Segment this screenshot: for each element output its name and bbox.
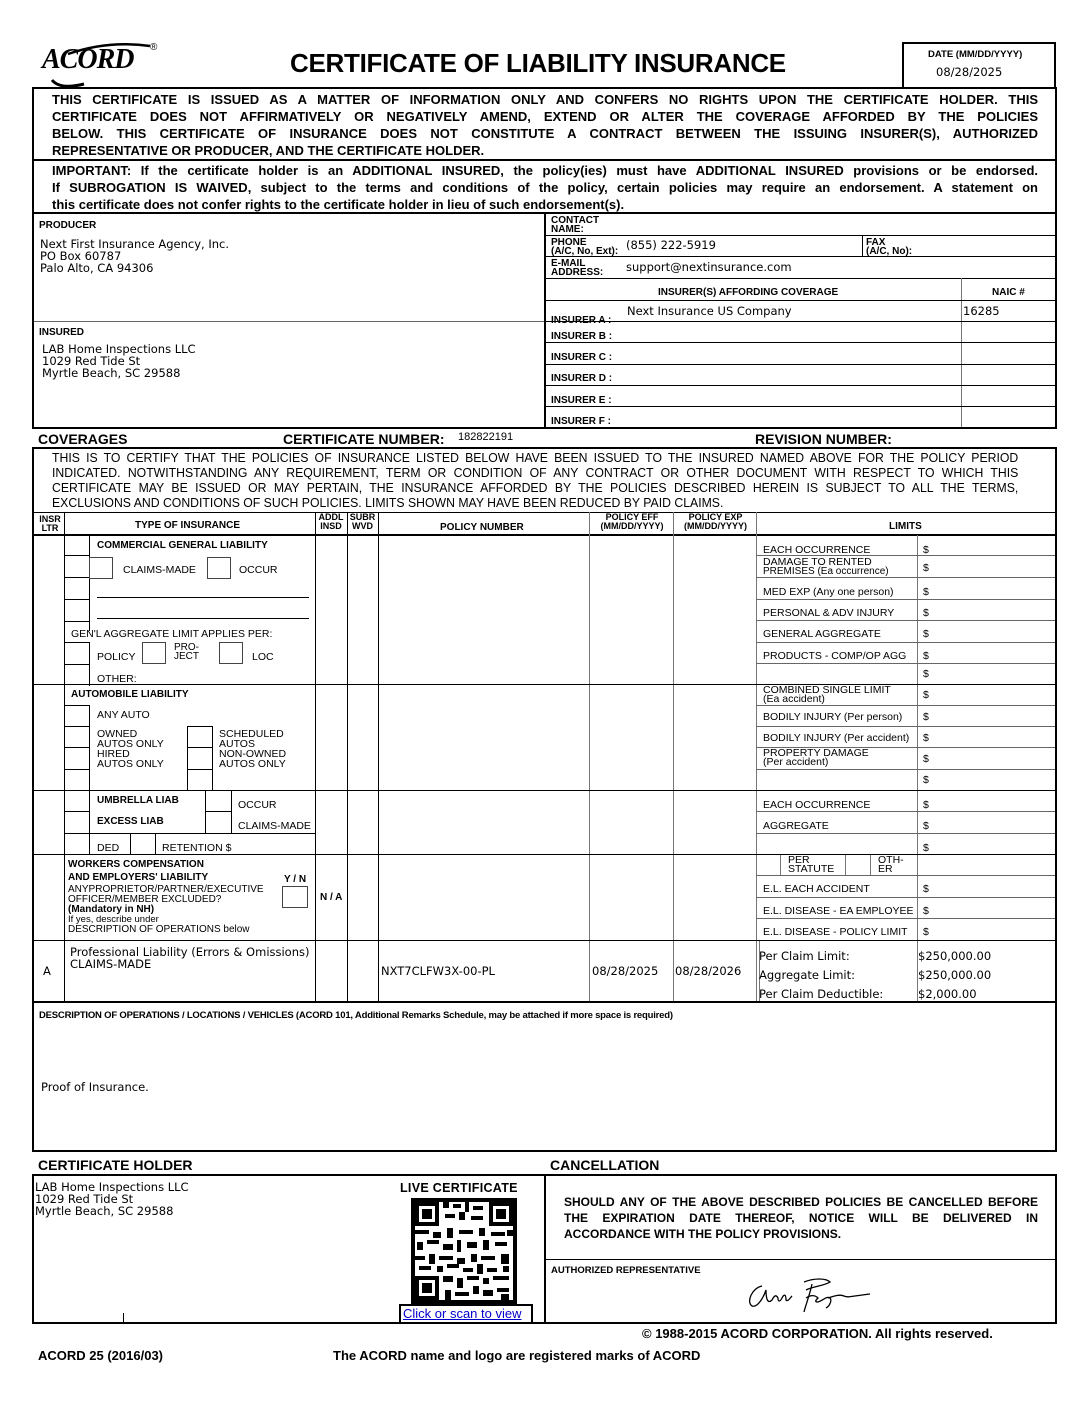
insured-label: INSURED: [39, 327, 85, 338]
limit-damage-rented: DAMAGE TO RENTED: [763, 556, 872, 568]
phone-value: (855) 222-5919: [626, 238, 716, 252]
acord-logo: [38, 40, 163, 92]
professional-type: Professional Liability (Errors & Omissions): [70, 945, 310, 959]
disclaimer-box: [32, 87, 1057, 214]
disclaimer-line: THIS CERTIFICATE IS ISSUED AS A MATTER OF INFORMATION ONLY AND CONFERS NO RIGHTS UPON THE CERTIFICATE HOLDER. THIS: [52, 92, 1038, 107]
limit-property-damage: PROPERTY DAMAGE: [763, 747, 869, 759]
trademark-text: The ACORD name and logo are registered marks of ACORD: [333, 1348, 701, 1363]
parties-section: PRODUCER Next First Insurance Agency, Inc. PO Box 60787 Palo Alto, CA 94306 INSURED LAB Home Inspections LLC 1029 Red Tide St Myrtle Beach, SC 29588 CONTACT NAME: PHONE (A/C, No, Ext): (855) 222-5919 FAX (A/C, No): E-MAIL ADDRESS: support@nextinsurance.com INSURER(S) AFFORDING COVERAGE NAIC # INSURER A : Next Insurance US Company 16285 INSURER B : INSURER C : INSURER D : INSURER E : INSURER F :: [32, 212, 1057, 429]
insurer-a-naic: 16285: [963, 304, 1000, 318]
important-line: If SUBROGATION IS WAIVED, subject to the terms and conditions of the policy, certain policies may require an endorsement. A statement on: [52, 180, 1038, 195]
contact-name-label: CONTACT: [551, 215, 600, 226]
limit-el-disease-policy: E.L. DISEASE - POLICY LIMIT: [763, 926, 908, 938]
insurer-row: [551, 310, 611, 328]
ded-label: DED: [97, 842, 120, 854]
project-checkbox[interactable]: [142, 642, 166, 664]
professional-exp: 08/28/2026: [675, 964, 742, 978]
aggregate-limit-label: Aggregate Limit:: [759, 968, 855, 982]
limit-umbrella-occurrence: EACH OCCURRENCE: [763, 799, 871, 811]
email-value: support@nextinsurance.com: [626, 260, 792, 274]
insurer-e-label: INSURER E :: [551, 395, 612, 406]
owned-autos-label: OWNED: [97, 728, 138, 740]
date-value: 08/28/2025: [936, 65, 1003, 79]
limit-products: PRODUCTS - COMP/OP AGG: [763, 650, 907, 662]
umbrella-liab-label: UMBRELLA LIAB: [97, 795, 179, 806]
coverage-table: THIS IS TO CERTIFY THAT THE POLICIES OF INSURANCE LISTED BELOW HAVE BEEN ISSUED TO THE INSURED NAMED ABOVE FOR THE POLICY PERIOD INDICATED. NOTWITHSTANDING ANY REQUIREMENT, TERM OR CONDITION OF ANY CONTRACT OR OTHER DOCUMENT WITH RESPECT TO WHICH THIS CERTIFICATE MAY BE ISSUED OR MAY PERTAIN, THE INSURANCE AFFORDED BY THE POLICIES DESCRIBED HEREIN IS SUBJECT TO ALL THE TERMS, EXCLUSIONS AND CONDITIONS OF SUCH POLICIES. LIMITS SHOWN MAY HAVE BEEN REDUCED BY PAID CLAIMS. INSR LTR TYPE OF INSURANCE ADDL INSD SUBR WVD POLICY NUMBER POLICY EFF (MM/DD/YYYY) POLICY EXP (MM/DD/YYYY) LIMITS COMMERCIAL GENERAL LIABILITY CLAIMS-MADE OCCUR GEN'L AGGREGATE LIMIT APPLIES PER: POLICY PRO- JECT LOC OTHER: EACH OCCURRENCE $ DAMAGE TO RENTED PREMISES (Ea occurrence) $ MED EXP (Any one person) $ PERSONAL & ADV INJURY $ GENERAL AGGREGATE $ PRODUCTS - COMP/OP AGG $ $ AUTOMOBILE LIABILITY ANY AUTO OWNED AUTOS ONLY HIRED AUTOS ONLY SCHEDULED AUTOS NON-OWNED AUTOS ONLY COMBINED SINGLE LIMIT (Ea accident) $ BODILY INJURY (Per person) $ BODILY INJURY (Per accident) $ PROPERTY DAMAGE (Per accident) $ $ UMBRELLA LIAB EXCESS LIAB OCCUR CLAIMS-MADE DED RETENTION $ EACH OCCURRENCE $ AGGREGATE $ $ WORKERS COMPENSATION AND EMPLOYERS' LIABILITY Y / N ANYPROPRIETOR/PARTNER/EXECUTIVE OFFICER/MEMBER EXCLUDED? (Mandatory in NH) If yes, describe under DESCRIPTION OF OPERATIONS below N / A PER STATUTE OTH- ER E.L. EACH ACCIDENT $ E.L. DISEASE - EA EMPLOYEE $ E.L. DISEASE - POLICY LIMIT $ A Professional Liability (Errors & Omissions) CLAIMS-MADE NXT7CLFW3X-00-PL 08/28/2025 08/28/2026 Per Claim Limit: Aggregate Limit: Per Claim Deductible: $250,000.00 $250,000.00 $2,000.00: [32, 447, 1057, 1003]
limits-header: LIMITS: [889, 521, 922, 532]
type-header: TYPE OF INSURANCE: [135, 520, 241, 531]
certificate-number: 182822191: [458, 431, 514, 443]
limit-el-disease-employee: E.L. DISEASE - EA EMPLOYEE: [763, 905, 914, 917]
insurer-a-name: Next Insurance US Company: [627, 304, 792, 318]
certify-line: THIS IS TO CERTIFY THAT THE POLICIES OF INSURANCE LISTED BELOW HAVE BEEN ISSUED TO THE INSURED NAMED ABOVE FOR THE POLICY PERIOD: [52, 451, 1019, 465]
description-text: Proof of Insurance.: [41, 1080, 149, 1094]
certificate-holder-title: CERTIFICATE HOLDER: [38, 1157, 193, 1173]
loc-checkbox[interactable]: [219, 642, 243, 664]
policy-exp-header: POLICY EXP: [688, 512, 743, 522]
holder-name: LAB Home Inspections LLC: [35, 1180, 189, 1194]
view-certificate-link[interactable]: Click or scan to view: [399, 1304, 533, 1324]
professional-insr-ltr: A: [43, 964, 51, 978]
email-label: E-MAIL: [551, 258, 586, 269]
per-claim-deductible-value: $2,000.00: [918, 987, 977, 1001]
retention-label: RETENTION $: [162, 842, 232, 854]
policy-eff-header: POLICY EFF: [605, 512, 659, 522]
per-claim-limit-value: $250,000.00: [918, 949, 992, 963]
description-box: [32, 1001, 1057, 1152]
occur-label: OCCUR: [239, 564, 278, 576]
insurers-header: INSURER(S) AFFORDING COVERAGE: [658, 287, 839, 298]
scheduled-autos-label: SCHEDULED: [219, 728, 284, 740]
holder-city: Myrtle Beach, SC 29588: [35, 1204, 174, 1218]
date-label: DATE (MM/DD/YYYY): [928, 49, 1023, 60]
producer-city: Palo Alto, CA 94306: [40, 261, 154, 275]
disclaimer-line: REPRESENTATIVE OR PRODUCER, AND THE CERTIFICATE HOLDER.: [52, 143, 485, 158]
loc-label: LOC: [252, 651, 274, 663]
important-line: this certificate does not confer rights to the certificate holder in lieu of such endorsement(s).: [52, 197, 625, 212]
hired-autos-label: HIRED: [97, 748, 130, 760]
producer-address: PO Box 60787: [40, 249, 122, 263]
important-line: IMPORTANT: If the certificate holder is an ADDITIONAL INSURED, the policy(ies) must have ADDITIONAL INSURED provisions or be endorsed.: [52, 163, 1038, 178]
professional-eff: 08/28/2025: [592, 964, 659, 978]
aggregate-limit-value: $250,000.00: [918, 968, 992, 982]
per-claim-limit-label: Per Claim Limit:: [759, 949, 850, 963]
disclaimer-line: BELOW. THIS CERTIFICATE OF INSURANCE DOES NOT CONSTITUTE A CONTRACT BETWEEN THE ISSUING INSURER(S), AUTHORIZED: [52, 126, 1038, 141]
producer-label: PRODUCER: [39, 220, 97, 231]
limit-each-occurrence: EACH OCCURRENCE: [763, 544, 871, 556]
limit-umbrella-aggregate: AGGREGATE: [763, 820, 829, 832]
claims-made-checkbox[interactable]: [89, 557, 113, 579]
naic-header: NAIC #: [992, 287, 1025, 298]
addl-na-label: N / A: [320, 892, 343, 903]
certify-line: CERTIFICATE MAY BE ISSUED OR MAY PERTAIN, THE INSURANCE AFFORDED BY THE POLICIES DESCRIBED HEREIN IS SUBJECT TO ALL THE TERMS,: [52, 481, 1019, 495]
claims-made-label: CLAIMS-MADE: [123, 564, 196, 576]
excluded-question: ANYPROPRIETOR/PARTNER/EXECUTIVE: [68, 884, 264, 895]
certificate-number-label: CERTIFICATE NUMBER:: [283, 431, 445, 447]
producer-name: Next First Insurance Agency, Inc.: [40, 237, 230, 251]
insurer-b-label: INSURER B :: [551, 331, 613, 342]
signature-image: [744, 1272, 884, 1316]
other-label: OTH-: [878, 854, 904, 866]
project-label: PRO-: [174, 642, 199, 653]
coverages-title: COVERAGES: [38, 431, 128, 447]
limit-combined-single: COMBINED SINGLE LIMIT: [763, 684, 891, 696]
phone-label: PHONE: [551, 237, 587, 248]
policy-number-header: POLICY NUMBER: [440, 522, 524, 533]
acord-logo-text: ACORD: [42, 44, 134, 75]
umbrella-claims-made-label: CLAIMS-MADE: [238, 820, 311, 832]
insurer-c-label: INSURER C :: [551, 352, 613, 363]
nonowned-autos-label: NON-OWNED: [219, 748, 287, 760]
excluded-yn-checkbox[interactable]: [282, 886, 308, 908]
certify-line: INDICATED. NOTWITHSTANDING ANY REQUIREMENT, TERM OR CONDITION OF ANY CONTRACT OR OTHER DOCUMENT WITH RESPECT TO WHICH THIS: [52, 466, 1019, 480]
any-auto-label: ANY AUTO: [97, 709, 150, 721]
professional-policy-number: NXT7CLFW3X-00-PL: [381, 964, 495, 978]
limit-general-aggregate: GENERAL AGGREGATE: [763, 628, 881, 640]
insured-city: Myrtle Beach, SC 29588: [42, 366, 181, 380]
per-claim-deductible-label: Per Claim Deductible:: [759, 987, 884, 1001]
limit-bodily-accident: BODILY INJURY (Per accident): [763, 732, 910, 744]
insurer-d-label: INSURER D :: [551, 373, 613, 384]
cancellation-title: CANCELLATION: [550, 1157, 660, 1173]
cgl-title: COMMERCIAL GENERAL LIABILITY: [97, 540, 268, 551]
insurer-f-label: INSURER F :: [551, 416, 611, 427]
holder-address: 1029 Red Tide St: [35, 1192, 134, 1206]
registered-mark: ®: [150, 42, 158, 53]
description-label: DESCRIPTION OF OPERATIONS / LOCATIONS / VEHICLES (ACORD 101, Additional Remarks Schedule, may be attached if more space is required): [39, 1010, 673, 1021]
yn-label: Y / N: [284, 874, 307, 885]
limit-personal-adv: PERSONAL & ADV INJURY: [763, 607, 895, 619]
other-label: OTHER:: [97, 673, 137, 685]
insured-address: 1029 Red Tide St: [42, 354, 141, 368]
insurer-a-label: INSURER A :: [551, 315, 612, 326]
auto-title: AUTOMOBILE LIABILITY: [71, 689, 189, 700]
insured-name: LAB Home Inspections LLC: [42, 342, 196, 356]
excess-liab-label: EXCESS LIAB: [97, 816, 164, 827]
live-certificate-label: LIVE CERTIFICATE: [400, 1181, 518, 1195]
page-title: CERTIFICATE OF LIABILITY INSURANCE: [290, 48, 786, 78]
gen-agg-label: GEN'L AGGREGATE LIMIT APPLIES PER:: [71, 628, 273, 640]
workers-comp-title: WORKERS COMPENSATION: [68, 859, 204, 870]
authorized-rep-label: AUTHORIZED REPRESENTATIVE: [551, 1265, 701, 1276]
form-number: ACORD 25 (2016/03): [38, 1348, 163, 1363]
disclaimer-line: CERTIFICATE DOES NOT AFFIRMATIVELY OR NEGATIVELY AMEND, EXTEND OR ALTER THE COVERAGE AFFORDED BY THE POLICIES: [52, 109, 1038, 124]
insr-ltr-header: INSR: [39, 514, 61, 524]
addl-insd-header: ADDL: [318, 512, 344, 522]
holder-cancellation-box: LAB Home Inspections LLC 1029 Red Tide St Myrtle Beach, SC 29588 LIVE CERTIFICATE Click or scan to view SHOULD ANY OF THE ABOVE DESCRIBED POLICIES BE CANCELLED BEFORE THE EXPIRATION DATE THEREOF, NOTICE WILL BE DELIVERED IN ACCORDANCE WITH THE POLICY PROVISIONS. AUTHORIZED REPRESENTATIVE: [32, 1174, 1057, 1324]
limit-el-each-accident: E.L. EACH ACCIDENT: [763, 883, 870, 895]
per-statute-label: PER: [788, 854, 810, 866]
certify-line: EXCLUSIONS AND CONDITIONS OF SUCH POLICIES. LIMITS SHOWN MAY HAVE BEEN REDUCED BY PAID CLAIMS.: [52, 496, 724, 510]
occur-checkbox[interactable]: [207, 557, 231, 579]
umbrella-occur-label: OCCUR: [238, 799, 277, 811]
date-box: [902, 42, 1056, 88]
cancellation-text: SHOULD ANY OF THE ABOVE DESCRIBED POLICIES BE CANCELLED BEFORE: [564, 1195, 1038, 1209]
revision-number-label: REVISION NUMBER:: [755, 431, 892, 447]
qr-code-icon[interactable]: [411, 1198, 517, 1304]
subr-wvd-header: SUBR: [349, 512, 376, 522]
copyright-text: © 1988-2015 ACORD CORPORATION. All rights reserved.: [642, 1326, 993, 1341]
fax-label: FAX: [866, 237, 886, 248]
limit-med-exp: MED EXP (Any one person): [763, 586, 894, 598]
limit-bodily-person: BODILY INJURY (Per person): [763, 711, 903, 723]
policy-label: POLICY: [97, 651, 136, 663]
